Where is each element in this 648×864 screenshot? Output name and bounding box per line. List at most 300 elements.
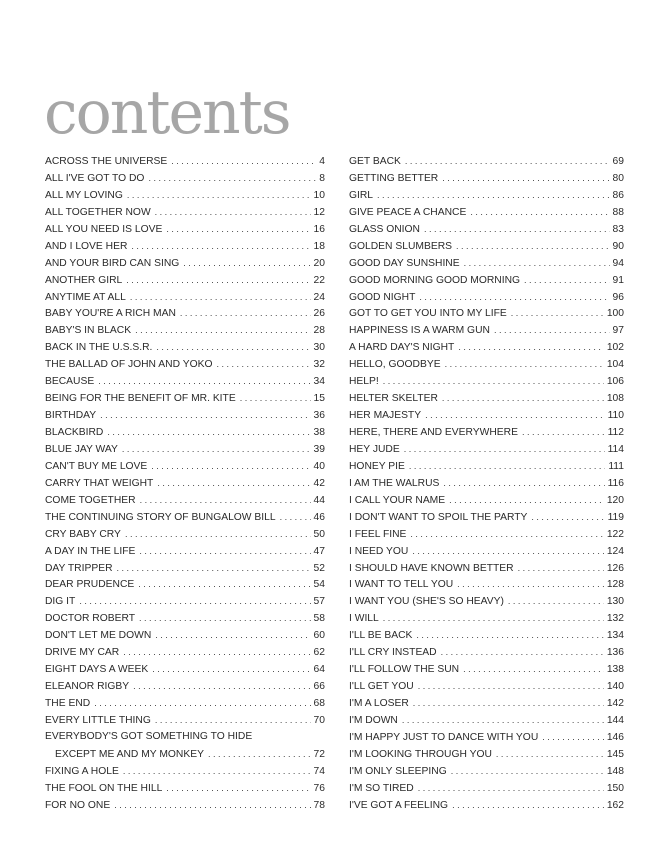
toc-entry-title: HELTER SKELTER xyxy=(349,393,438,405)
dot-leader xyxy=(117,560,311,577)
dot-leader xyxy=(412,543,603,560)
toc-entry xyxy=(349,746,624,763)
toc-entry-title: THE BALLAD OF JOHN AND YOKO xyxy=(45,359,213,371)
dot-leader xyxy=(127,187,311,204)
toc-entry-title: DAY TRIPPER xyxy=(45,562,113,574)
toc-entry xyxy=(45,272,325,289)
toc-entry xyxy=(349,356,624,373)
toc-entry-title: HONEY PIE xyxy=(349,460,405,472)
dot-leader xyxy=(442,390,604,407)
dot-leader xyxy=(107,424,310,441)
dot-leader xyxy=(130,289,311,306)
toc-entry-title: I NEED YOU xyxy=(349,545,409,557)
toc-entry-title: HAPPINESS IS A WARM GUN xyxy=(349,325,490,337)
toc-entry xyxy=(349,170,624,187)
toc-entry-title: GETTING BETTER xyxy=(349,172,439,184)
toc-entry-page: 22 xyxy=(313,274,325,286)
dot-leader xyxy=(166,221,310,238)
toc-entry-title: I WILL xyxy=(349,613,379,625)
toc-entry-title: GOOD MORNING GOOD MORNING xyxy=(349,274,521,286)
toc-entry xyxy=(349,289,624,306)
toc-entry-page: 32 xyxy=(313,359,325,371)
toc-entry-page: 36 xyxy=(313,410,325,422)
toc-entry xyxy=(45,746,325,763)
dot-leader xyxy=(208,746,311,763)
toc-entry-title: EVERY LITTLE THING xyxy=(45,714,151,726)
toc-entry-page: 162 xyxy=(606,799,624,811)
toc-entry-title: I CALL YOUR NAME xyxy=(349,494,446,506)
toc-entry-page: 104 xyxy=(606,359,624,371)
dot-leader xyxy=(139,543,310,560)
toc-entry xyxy=(349,153,624,170)
toc-entry xyxy=(45,560,325,577)
dot-leader xyxy=(94,695,310,712)
toc-entry-page: 78 xyxy=(313,799,325,811)
toc-entry-title: BLUE JAY WAY xyxy=(45,443,118,455)
toc-entry-title: HERE, THERE AND EVERYWHERE xyxy=(349,427,518,438)
toc-entry xyxy=(349,543,624,560)
toc-entry-title: ALL I'VE GOT TO DO xyxy=(45,172,145,184)
toc-entry-title: DOCTOR ROBERT xyxy=(45,613,136,625)
toc-entry xyxy=(45,576,325,593)
toc-entry-page: 144 xyxy=(606,714,624,726)
toc-entry-page: 124 xyxy=(606,545,624,557)
toc-entry-page: 91 xyxy=(612,274,624,286)
toc-entry xyxy=(45,509,325,526)
dot-leader xyxy=(442,170,609,187)
dot-leader xyxy=(542,729,604,746)
dot-leader xyxy=(157,475,310,492)
dot-leader xyxy=(508,593,604,610)
toc-entry-title: AND I LOVE HER xyxy=(45,240,128,252)
dot-leader xyxy=(139,610,311,627)
dot-leader xyxy=(151,458,310,475)
toc-entry-title: BLACKBIRD xyxy=(45,427,104,438)
dot-leader xyxy=(122,441,311,458)
dot-leader xyxy=(522,424,605,441)
toc-entry-title: THE END xyxy=(45,698,91,709)
toc-entry-page: 44 xyxy=(313,494,325,506)
toc-entry-title: I'LL GET YOU xyxy=(349,681,414,693)
toc-entry-title: HELLO, GOODBYE xyxy=(349,359,441,371)
toc-entry-title: I'LL FOLLOW THE SUN xyxy=(349,664,460,676)
toc-entry xyxy=(349,526,624,543)
dot-leader xyxy=(180,305,311,322)
toc-entry xyxy=(349,560,624,577)
toc-entry-title: GET BACK xyxy=(349,156,401,167)
dot-leader xyxy=(452,797,604,814)
dot-leader xyxy=(419,289,609,306)
toc-entry-page: 72 xyxy=(313,748,325,760)
contents-column-right xyxy=(349,153,624,814)
dot-leader xyxy=(148,170,316,187)
toc-entry xyxy=(349,627,624,644)
dot-leader xyxy=(155,712,311,729)
toc-entry-title: HEY JUDE xyxy=(349,443,400,455)
toc-entry-title: I'M A LOSER xyxy=(349,698,409,709)
toc-entry-page: 120 xyxy=(606,494,624,506)
toc-entry-title: ALL YOU NEED IS LOVE xyxy=(45,223,163,235)
contents-column-left xyxy=(45,153,325,814)
toc-entry-page: 138 xyxy=(606,664,624,676)
dot-leader xyxy=(511,305,604,322)
dot-leader xyxy=(166,780,310,797)
toc-entry-title: A HARD DAY'S NIGHT xyxy=(349,342,455,354)
dot-leader xyxy=(416,627,603,644)
toc-entry-title: ANOTHER GIRL xyxy=(45,274,123,286)
toc-entry-page: 50 xyxy=(313,528,325,540)
toc-entry-title: A DAY IN THE LIFE xyxy=(45,545,136,557)
dot-leader xyxy=(445,356,604,373)
toc-entry-page: 80 xyxy=(612,172,624,184)
toc-entry-title: CRY BABY CRY xyxy=(45,528,121,540)
toc-entry-page: 52 xyxy=(313,562,325,574)
toc-entry xyxy=(349,509,624,526)
toc-entry xyxy=(45,712,325,729)
toc-entry-title: BEING FOR THE BENEFIT OF MR. KITE xyxy=(45,393,236,405)
toc-entry xyxy=(45,390,325,407)
toc-entry-page: 100 xyxy=(606,308,624,320)
dot-leader xyxy=(156,339,310,356)
toc-entry xyxy=(349,763,624,780)
toc-entry-page: 134 xyxy=(606,630,624,642)
toc-entry-page: 130 xyxy=(606,596,624,608)
toc-entry-page: 18 xyxy=(313,240,325,252)
dot-leader xyxy=(449,492,604,509)
dot-leader xyxy=(383,373,604,390)
toc-entry-page: 64 xyxy=(313,664,325,676)
toc-entry-page: 111 xyxy=(608,460,624,472)
toc-entry xyxy=(45,407,325,424)
toc-entry xyxy=(45,187,325,204)
dot-leader xyxy=(377,187,609,204)
toc-entry xyxy=(45,424,325,441)
toc-entry-title: I AM THE WALRUS xyxy=(349,477,440,489)
dot-leader xyxy=(441,644,604,661)
toc-entry-page: 83 xyxy=(612,223,624,235)
toc-entry-title: FIXING A HOLE xyxy=(45,765,119,777)
dot-leader xyxy=(383,610,604,627)
toc-entry-page: 30 xyxy=(313,342,325,354)
toc-entry xyxy=(45,255,325,272)
toc-entry-title: I WANT YOU (SHE'S SO HEAVY) xyxy=(349,596,504,608)
dot-leader xyxy=(79,593,310,610)
toc-entry xyxy=(45,475,325,492)
toc-entry xyxy=(45,238,325,255)
toc-entry-page: 20 xyxy=(313,257,325,269)
toc-entry-title: THE FOOL ON THE HILL xyxy=(45,782,163,794)
toc-entry-title: BABY YOU'RE A RICH MAN xyxy=(45,308,176,320)
toc-entry-title: I'M SO TIRED xyxy=(349,782,414,794)
toc-entry-page: 110 xyxy=(607,410,624,422)
toc-entry-title: DRIVE MY CAR xyxy=(45,647,120,659)
toc-entry-page: 108 xyxy=(606,393,624,405)
toc-entry-page: 76 xyxy=(313,782,325,794)
toc-entry-page: 122 xyxy=(606,528,624,540)
dot-leader xyxy=(140,492,311,509)
toc-entry xyxy=(45,661,325,678)
dot-leader xyxy=(405,153,610,170)
toc-entry-title: I'M HAPPY JUST TO DANCE WITH YOU xyxy=(349,731,539,743)
toc-entry xyxy=(349,475,624,492)
toc-entry xyxy=(349,712,624,729)
toc-entry-title: I DON'T WANT TO SPOIL THE PARTY xyxy=(349,511,528,523)
dot-leader xyxy=(425,407,604,424)
toc-entry xyxy=(349,780,624,797)
dot-leader xyxy=(496,746,604,763)
toc-entry-page: 4 xyxy=(319,156,325,167)
dot-leader xyxy=(443,475,604,492)
toc-entry-title: HER MAJESTY xyxy=(349,410,422,422)
toc-entry xyxy=(45,678,325,695)
toc-entry xyxy=(45,204,325,221)
toc-entry-page: 12 xyxy=(313,206,325,218)
toc-entry xyxy=(45,526,325,543)
toc-entry xyxy=(349,458,624,475)
toc-entry xyxy=(349,187,624,204)
toc-entry xyxy=(45,593,325,610)
toc-entry-title: GOT TO GET YOU INTO MY LIFE xyxy=(349,308,507,320)
dot-leader xyxy=(402,712,604,729)
toc-entry xyxy=(45,373,325,390)
toc-entry xyxy=(45,492,325,509)
toc-entry xyxy=(349,678,624,695)
toc-entry-page: 96 xyxy=(612,291,624,303)
toc-entry xyxy=(349,441,624,458)
toc-entry-title: ACROSS THE UNIVERSE xyxy=(45,156,168,167)
toc-entry-title: GOOD DAY SUNSHINE xyxy=(349,257,460,269)
dot-leader xyxy=(240,390,311,407)
dot-leader xyxy=(98,373,310,390)
toc-entry-title: DON'T LET ME DOWN xyxy=(45,630,152,642)
toc-entry-page: 39 xyxy=(313,443,325,455)
toc-entry-title: EIGHT DAYS A WEEK xyxy=(45,664,149,676)
toc-entry xyxy=(45,644,325,661)
dot-leader xyxy=(457,576,604,593)
toc-entry-title: ELEANOR RIGBY xyxy=(45,681,130,693)
toc-entry-title: BABY'S IN BLACK xyxy=(45,325,132,337)
toc-entry-page: 40 xyxy=(313,460,325,472)
toc-entry-title: GOOD NIGHT xyxy=(349,291,416,303)
toc-entry-page: 86 xyxy=(612,189,624,201)
toc-entry xyxy=(349,339,624,356)
toc-entry-title: I'M ONLY SLEEPING xyxy=(349,765,447,777)
toc-entry-page: 70 xyxy=(313,714,325,726)
dot-leader xyxy=(131,238,310,255)
toc-entry xyxy=(45,780,325,797)
toc-entry xyxy=(45,729,325,746)
toc-entry-page: 116 xyxy=(607,477,624,489)
toc-entry xyxy=(349,729,624,746)
toc-entry xyxy=(45,543,325,560)
dot-leader xyxy=(138,576,310,593)
toc-entry xyxy=(45,797,325,814)
toc-entry xyxy=(45,356,325,373)
toc-entry-page: 28 xyxy=(313,325,325,337)
toc-entry-page: 88 xyxy=(612,206,624,218)
toc-entry-page: 8 xyxy=(319,172,325,184)
toc-entry xyxy=(349,204,624,221)
dot-leader xyxy=(456,238,610,255)
toc-entry xyxy=(349,238,624,255)
toc-entry-page: 140 xyxy=(606,681,624,693)
toc-entry-page: 10 xyxy=(313,189,325,201)
toc-entry xyxy=(349,644,624,661)
toc-entry-title: ANYTIME AT ALL xyxy=(45,291,126,303)
toc-entry xyxy=(45,153,325,170)
toc-entry-page: 97 xyxy=(612,325,624,337)
toc-entry-title: CAN'T BUY ME LOVE xyxy=(45,460,148,472)
toc-entry-title: I'M LOOKING THROUGH YOU xyxy=(349,748,492,760)
dot-leader xyxy=(100,407,310,424)
toc-entry xyxy=(349,305,624,322)
toc-entry xyxy=(45,322,325,339)
dot-leader xyxy=(404,441,605,458)
toc-entry xyxy=(349,272,624,289)
toc-entry-title: HELP! xyxy=(349,376,379,388)
dot-leader xyxy=(135,322,310,339)
toc-entry-page: 58 xyxy=(313,613,325,625)
dot-leader xyxy=(183,255,310,272)
toc-entry xyxy=(349,390,624,407)
dot-leader xyxy=(458,339,603,356)
toc-entry-page: 114 xyxy=(607,443,624,455)
toc-entry xyxy=(349,610,624,627)
toc-entry xyxy=(45,289,325,306)
dot-leader xyxy=(463,661,604,678)
toc-entry-title: EVERYBODY'S GOT SOMETHING TO HIDE xyxy=(45,730,253,742)
toc-entry-page: 66 xyxy=(313,681,325,693)
toc-entry xyxy=(349,492,624,509)
dot-leader xyxy=(424,221,610,238)
toc-entry xyxy=(349,593,624,610)
toc-entry xyxy=(349,797,624,814)
toc-entry xyxy=(349,407,624,424)
dot-leader xyxy=(409,458,605,475)
dot-leader xyxy=(464,255,610,272)
toc-entry-page: 42 xyxy=(313,477,325,489)
dot-leader xyxy=(524,272,609,289)
dot-leader xyxy=(410,526,603,543)
toc-entry xyxy=(45,339,325,356)
toc-entry xyxy=(349,424,624,441)
toc-entry-page: 74 xyxy=(313,765,325,777)
toc-entry-page: 148 xyxy=(606,765,624,777)
toc-entry-title: AND YOUR BIRD CAN SING xyxy=(45,257,180,269)
toc-entry xyxy=(349,576,624,593)
toc-entry xyxy=(45,221,325,238)
toc-entry-title: I SHOULD HAVE KNOWN BETTER xyxy=(349,562,514,574)
toc-entry-title: GIVE PEACE A CHANCE xyxy=(349,206,467,218)
dot-leader xyxy=(494,322,610,339)
toc-entry-page: 106 xyxy=(606,376,624,388)
toc-entry xyxy=(45,458,325,475)
toc-entry-title: I FEEL FINE xyxy=(349,528,407,540)
toc-entry-title: ALL MY LOVING xyxy=(45,189,123,201)
toc-entry xyxy=(349,322,624,339)
toc-entry-page: 90 xyxy=(612,240,624,252)
toc-entry-page: 26 xyxy=(313,308,325,320)
toc-entry-page: 47 xyxy=(313,545,325,557)
toc-entry-title: ALL TOGETHER NOW xyxy=(45,206,151,218)
toc-entry-page: 62 xyxy=(313,647,325,659)
toc-entry-page: 16 xyxy=(313,223,325,235)
dot-leader xyxy=(125,526,311,543)
toc-entry xyxy=(349,255,624,272)
dot-leader xyxy=(126,272,310,289)
toc-entry-title: GIRL xyxy=(349,189,374,201)
toc-entry-title: BACK IN THE U.S.S.R. xyxy=(45,342,153,354)
toc-entry-page: 69 xyxy=(612,156,624,167)
toc-entry xyxy=(45,763,325,780)
toc-entry-title: GLASS ONION xyxy=(349,223,420,235)
toc-entry-page: 142 xyxy=(606,698,624,709)
dot-leader xyxy=(470,204,609,221)
dot-leader xyxy=(451,763,604,780)
toc-entry-page: 54 xyxy=(313,579,325,591)
toc-entry-page: 46 xyxy=(313,511,325,523)
toc-entry-page: 15 xyxy=(313,393,325,405)
dot-leader xyxy=(280,509,311,526)
dot-leader xyxy=(133,678,310,695)
toc-entry-title: I'LL CRY INSTEAD xyxy=(349,647,437,659)
toc-entry-page: 34 xyxy=(313,376,325,388)
toc-entry-page: 60 xyxy=(313,630,325,642)
toc-entry-page: 94 xyxy=(612,257,624,269)
dot-leader xyxy=(418,780,604,797)
toc-entry xyxy=(45,170,325,187)
dot-leader xyxy=(155,627,310,644)
toc-entry-title: I'VE GOT A FEELING xyxy=(349,799,449,811)
toc-entry xyxy=(45,441,325,458)
toc-entry-page: 24 xyxy=(313,291,325,303)
toc-entry xyxy=(349,221,624,238)
dot-leader xyxy=(518,560,604,577)
toc-entry-title: I WANT TO TELL YOU xyxy=(349,579,454,591)
toc-entry xyxy=(349,661,624,678)
page-title: contents xyxy=(44,78,290,148)
dot-leader xyxy=(155,204,311,221)
toc-entry-page: 128 xyxy=(606,579,624,591)
toc-entry-page: 57 xyxy=(313,596,325,608)
dot-leader xyxy=(413,695,604,712)
dot-leader xyxy=(152,661,310,678)
toc-entry-title: COME TOGETHER xyxy=(45,494,136,506)
toc-entry xyxy=(349,373,624,390)
toc-entry-title: BECAUSE xyxy=(45,376,95,388)
toc-entry-page: 146 xyxy=(606,731,624,743)
toc-entry-title: CARRY THAT WEIGHT xyxy=(45,477,154,489)
dot-leader xyxy=(216,356,310,373)
toc-entry-page: 119 xyxy=(607,511,624,523)
dot-leader xyxy=(171,153,316,170)
dot-leader xyxy=(114,797,310,814)
toc-entry-title: EXCEPT ME AND MY MONKEY xyxy=(55,748,204,760)
toc-entry-title: GOLDEN SLUMBERS xyxy=(349,240,452,252)
toc-entry-page: 132 xyxy=(606,613,624,625)
toc-entry xyxy=(45,610,325,627)
toc-entry-title: FOR NO ONE xyxy=(45,799,111,811)
toc-entry-page: 136 xyxy=(606,647,624,659)
toc-entry-title: THE CONTINUING STORY OF BUNGALOW BILL xyxy=(45,511,276,523)
toc-entry-title: DEAR PRUDENCE xyxy=(45,579,135,591)
dot-leader xyxy=(123,763,311,780)
toc-entry-title: DIG IT xyxy=(45,596,76,608)
toc-entry-page: 68 xyxy=(313,698,325,709)
toc-entry-page: 112 xyxy=(607,427,624,438)
toc-entry-page: 38 xyxy=(313,427,325,438)
toc-entry-title: BIRTHDAY xyxy=(45,410,97,422)
